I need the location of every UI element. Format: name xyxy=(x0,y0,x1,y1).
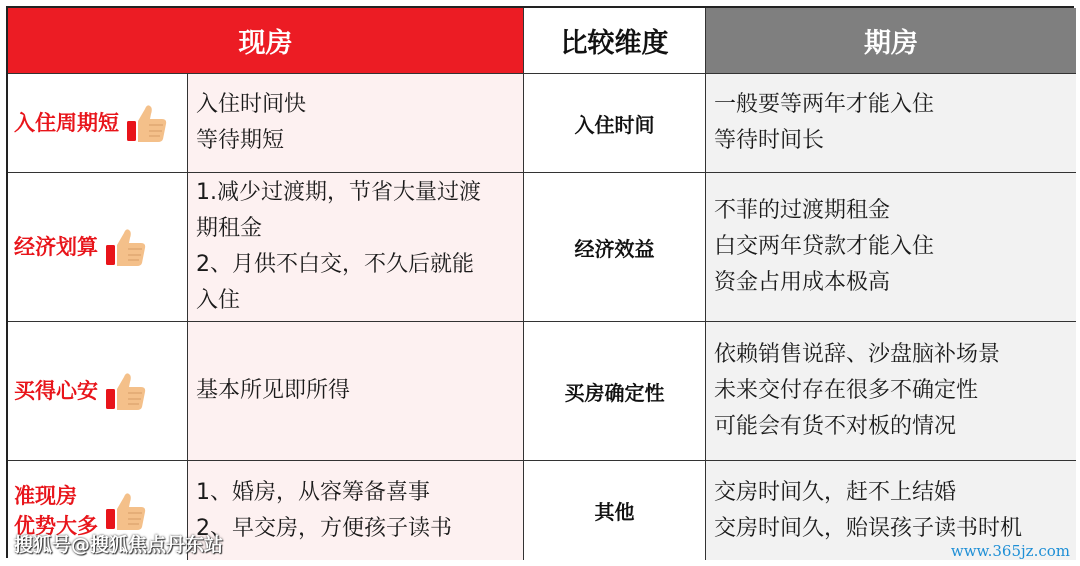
advantage-line: 1、婚房，从容筹备喜事 xyxy=(196,479,430,505)
drawback-line: 资金占用成本极高 xyxy=(714,270,891,295)
advantage-line: 期租金 xyxy=(196,216,263,241)
dimension-label: 入住时间 xyxy=(524,74,706,173)
comparison-table xyxy=(6,6,1074,558)
site-watermark: www.365jz.com xyxy=(950,542,1070,560)
presale-house-drawbacks xyxy=(706,74,1076,173)
existing-house-advantages xyxy=(188,461,524,560)
advantage-line: 2、早交房，方便孩子读书 xyxy=(196,515,452,541)
thumbs-up-icon xyxy=(104,225,148,269)
row-tag xyxy=(8,173,188,322)
existing-house-advantages xyxy=(188,74,524,173)
drawback-line: 等待时间长 xyxy=(714,128,825,153)
presale-house-drawbacks xyxy=(706,322,1076,461)
row-tag-text xyxy=(14,108,119,138)
dimension-label: 经济效益 xyxy=(524,173,706,322)
header-comparison-dimension: 比较维度 xyxy=(524,8,706,74)
dimension-label: 买房确定性 xyxy=(524,322,706,461)
row-tag-line: 优势大多 xyxy=(14,513,98,538)
drawback-line: 交房时间久，贻误孩子读书时机 xyxy=(714,515,1023,541)
sohu-watermark: 搜狐号@搜狐焦点丹东站 xyxy=(14,534,224,556)
header-presale-house: 期房 xyxy=(706,8,1076,74)
advantage-line: 等待期短 xyxy=(196,128,285,153)
row-tag-text xyxy=(14,232,98,262)
advantage-line: 入住 xyxy=(196,288,241,313)
advantage-line: 入住时间快 xyxy=(196,92,307,117)
thumbs-up-icon xyxy=(104,489,148,533)
thumbs-up-icon xyxy=(104,369,148,413)
dimension-label: 其他 xyxy=(524,461,706,560)
row-tag-line: 准现房 xyxy=(14,483,77,508)
row-tag-text xyxy=(14,376,98,406)
advantage-line: 2、月供不白交，不久后就能 xyxy=(196,252,474,277)
row-tag-line: 买得心安 xyxy=(14,379,98,403)
drawback-line: 可能会有货不对板的情况 xyxy=(714,414,957,439)
row-tag xyxy=(8,74,188,173)
advantage-line: 1.减少过渡期，节省大量过渡 xyxy=(196,180,481,205)
row-tag-line: 经济划算 xyxy=(14,235,98,259)
existing-house-advantages xyxy=(188,322,524,461)
row-tag-line: 入住周期短 xyxy=(14,111,119,135)
header-existing-house: 现房 xyxy=(8,8,524,74)
advantage-line: 基本所见即所得 xyxy=(196,378,351,403)
drawback-line: 未来交付存在很多不确定性 xyxy=(714,378,979,403)
drawback-line: 一般要等两年才能入住 xyxy=(714,92,935,117)
thumbs-up-icon xyxy=(125,101,169,145)
presale-house-drawbacks xyxy=(706,173,1076,322)
drawback-line: 白交两年贷款才能入住 xyxy=(714,234,935,259)
drawback-line: 不菲的过渡期租金 xyxy=(714,198,891,223)
drawback-line: 交房时间久，赶不上结婚 xyxy=(714,479,957,505)
row-tag xyxy=(8,322,188,461)
drawback-line: 依赖销售说辞、沙盘脑补场景 xyxy=(714,342,1001,367)
existing-house-advantages xyxy=(188,173,524,322)
